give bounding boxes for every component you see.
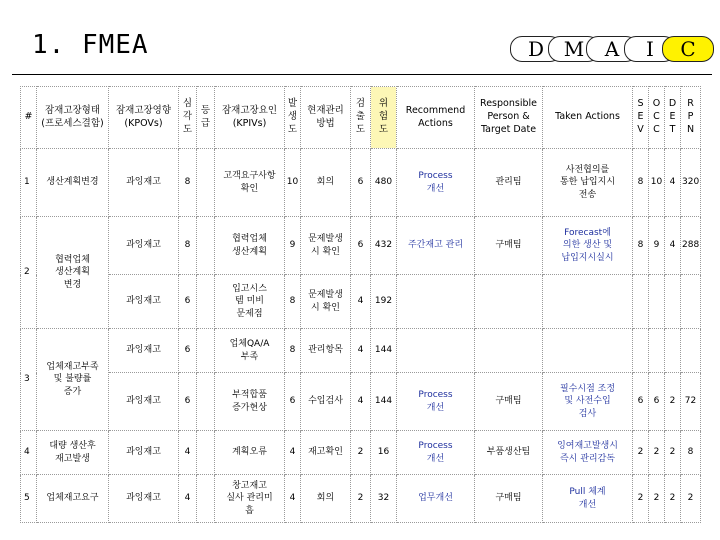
- rpn-2: 320: [681, 149, 701, 217]
- recommend: Process 개선: [397, 431, 475, 475]
- effect: 과잉재고: [109, 217, 179, 275]
- responsible: 구매팀: [475, 373, 543, 431]
- phase-d: D: [510, 36, 562, 62]
- severity-2: [633, 329, 649, 373]
- taken-action: [543, 329, 633, 373]
- header-taken-actions: Taken Actions: [543, 87, 633, 149]
- responsible: 구매팀: [475, 217, 543, 275]
- control: 문제발생 시 확인: [301, 275, 351, 329]
- effect: 과잉재고: [109, 149, 179, 217]
- header-severity: 심 각 도: [179, 87, 197, 149]
- severity-2: 2: [633, 431, 649, 475]
- responsible: 관리팀: [475, 149, 543, 217]
- rpn: 32: [371, 475, 397, 523]
- detection: 2: [351, 431, 371, 475]
- detection-2: 2: [665, 373, 681, 431]
- rpn: 192: [371, 275, 397, 329]
- table-row: [21, 149, 701, 217]
- detection: 2: [351, 475, 371, 523]
- header-sev2: S E V: [633, 87, 649, 149]
- responsible: 부품생산팀: [475, 431, 543, 475]
- table-row: [21, 275, 701, 329]
- taken-action: 필수시점 조정 및 사전수입 검사: [543, 373, 633, 431]
- occurrence: 4: [285, 475, 301, 523]
- severity-2: 2: [633, 475, 649, 523]
- rpn-2: 2: [681, 475, 701, 523]
- rpn-2: 8: [681, 431, 701, 475]
- severity: 8: [179, 149, 197, 217]
- phase-a: A: [586, 36, 638, 62]
- header-recommend: Recommend Actions: [397, 87, 475, 149]
- control: 회의: [301, 149, 351, 217]
- phase-m: M: [548, 36, 600, 62]
- responsible: 구매팀: [475, 475, 543, 523]
- occurrence-2: 2: [649, 475, 665, 523]
- failure-mode: 업체재고부족 및 불량률 증가: [37, 329, 109, 431]
- fmea-table: [20, 86, 701, 523]
- cause: 부적합품 증가현상: [215, 373, 285, 431]
- responsible: [475, 275, 543, 329]
- header-class: 등 급: [197, 87, 215, 149]
- detection: 4: [351, 329, 371, 373]
- rpn-2: 288: [681, 217, 701, 275]
- occurrence: 8: [285, 275, 301, 329]
- occurrence-2: 6: [649, 373, 665, 431]
- detection-2: 2: [665, 431, 681, 475]
- cause: 창고재고 실사 관리미 흡: [215, 475, 285, 523]
- severity: 4: [179, 431, 197, 475]
- severity-2: 8: [633, 217, 649, 275]
- class: [197, 329, 215, 373]
- header-detection: 검 출 도: [351, 87, 371, 149]
- detection-2: 2: [665, 475, 681, 523]
- rpn: 16: [371, 431, 397, 475]
- header-number: #: [21, 87, 37, 149]
- class: [197, 275, 215, 329]
- rpn: 432: [371, 217, 397, 275]
- control: 관리항목: [301, 329, 351, 373]
- severity: 8: [179, 217, 197, 275]
- detection-2: 4: [665, 217, 681, 275]
- phase-i: I: [624, 36, 676, 62]
- effect: 과잉재고: [109, 329, 179, 373]
- recommend: [397, 329, 475, 373]
- rpn-2: [681, 329, 701, 373]
- severity: 6: [179, 275, 197, 329]
- row-number: 3: [21, 329, 37, 431]
- table-row: [21, 431, 701, 475]
- table-row: [21, 475, 701, 523]
- table-header-row: [21, 87, 701, 149]
- control: 문제발생 시 확인: [301, 217, 351, 275]
- header-controls: 현재관리 방법: [301, 87, 351, 149]
- failure-mode: 협력업체 생산계획 변경: [37, 217, 109, 329]
- occurrence-2: [649, 275, 665, 329]
- cause: 업체QA/A 부족: [215, 329, 285, 373]
- occurrence: 6: [285, 373, 301, 431]
- page-title: 1. FMEA: [32, 30, 149, 60]
- failure-mode: 업체재고요구: [37, 475, 109, 523]
- class: [197, 431, 215, 475]
- control: 회의: [301, 475, 351, 523]
- row-number: 4: [21, 431, 37, 475]
- header-det2: D E T: [665, 87, 681, 149]
- detection: 4: [351, 275, 371, 329]
- taken-action: 잉여재고발생시 즉시 관리감독: [543, 431, 633, 475]
- row-number: 2: [21, 217, 37, 329]
- recommend: 주간재고 관리: [397, 217, 475, 275]
- table-row: [21, 329, 701, 373]
- recommend: Process 개선: [397, 149, 475, 217]
- control: 수입검사: [301, 373, 351, 431]
- taken-action: [543, 275, 633, 329]
- header-causes: 잠재고장요인 (KPIVs): [215, 87, 285, 149]
- recommend: [397, 275, 475, 329]
- rpn-2: 72: [681, 373, 701, 431]
- header-effects: 잠재고장영향 (KPOVs): [109, 87, 179, 149]
- header-rpn: 위 험 도: [371, 87, 397, 149]
- control: 재고확인: [301, 431, 351, 475]
- header-responsible: Responsible Person & Target Date: [475, 87, 543, 149]
- effect: 과잉재고: [109, 431, 179, 475]
- severity: 6: [179, 329, 197, 373]
- taken-action: Pull 체계 개선: [543, 475, 633, 523]
- header-occurrence: 발 생 도: [285, 87, 301, 149]
- severity-2: [633, 275, 649, 329]
- rpn: 144: [371, 329, 397, 373]
- severity-2: 8: [633, 149, 649, 217]
- rpn-2: [681, 275, 701, 329]
- cause: 협력업체 생산계획: [215, 217, 285, 275]
- taken-action: Forecast에 의한 생산 및 납입지시실시: [543, 217, 633, 275]
- failure-mode: 생산계획변경: [37, 149, 109, 217]
- responsible: [475, 329, 543, 373]
- table-row: [21, 373, 701, 431]
- failure-mode: 대량 생산후 재고발생: [37, 431, 109, 475]
- row-number: 5: [21, 475, 37, 523]
- occurrence: 9: [285, 217, 301, 275]
- detection: 6: [351, 217, 371, 275]
- taken-action: 사전협의를 통한 납입지시 전송: [543, 149, 633, 217]
- occurrence-2: 9: [649, 217, 665, 275]
- recommend: Process 개선: [397, 373, 475, 431]
- header-occ2: O C C: [649, 87, 665, 149]
- class: [197, 149, 215, 217]
- recommend: 업무개선: [397, 475, 475, 523]
- occurrence: 4: [285, 431, 301, 475]
- severity: 4: [179, 475, 197, 523]
- class: [197, 217, 215, 275]
- header-failure-mode: 잠재고장형태 (프로세스결함): [37, 87, 109, 149]
- rpn: 480: [371, 149, 397, 217]
- effect: 과잉재고: [109, 475, 179, 523]
- rpn: 144: [371, 373, 397, 431]
- class: [197, 373, 215, 431]
- severity-2: 6: [633, 373, 649, 431]
- cause: 계획오류: [215, 431, 285, 475]
- detection-2: [665, 275, 681, 329]
- occurrence: 10: [285, 149, 301, 217]
- detection-2: [665, 329, 681, 373]
- row-number: 1: [21, 149, 37, 217]
- detection-2: 4: [665, 149, 681, 217]
- detection: 4: [351, 373, 371, 431]
- cause: 고객요구사항 확인: [215, 149, 285, 217]
- occurrence-2: [649, 329, 665, 373]
- class: [197, 475, 215, 523]
- detection: 6: [351, 149, 371, 217]
- table-row: [21, 217, 701, 275]
- occurrence-2: 10: [649, 149, 665, 217]
- header-rpn2: R P N: [681, 87, 701, 149]
- phase-c: C: [662, 36, 714, 62]
- occurrence-2: 2: [649, 431, 665, 475]
- effect: 과잉재고: [109, 275, 179, 329]
- occurrence: 8: [285, 329, 301, 373]
- cause: 입고시스 템 미비 문제점: [215, 275, 285, 329]
- title-divider: [12, 74, 712, 75]
- effect: 과잉재고: [109, 373, 179, 431]
- severity: 6: [179, 373, 197, 431]
